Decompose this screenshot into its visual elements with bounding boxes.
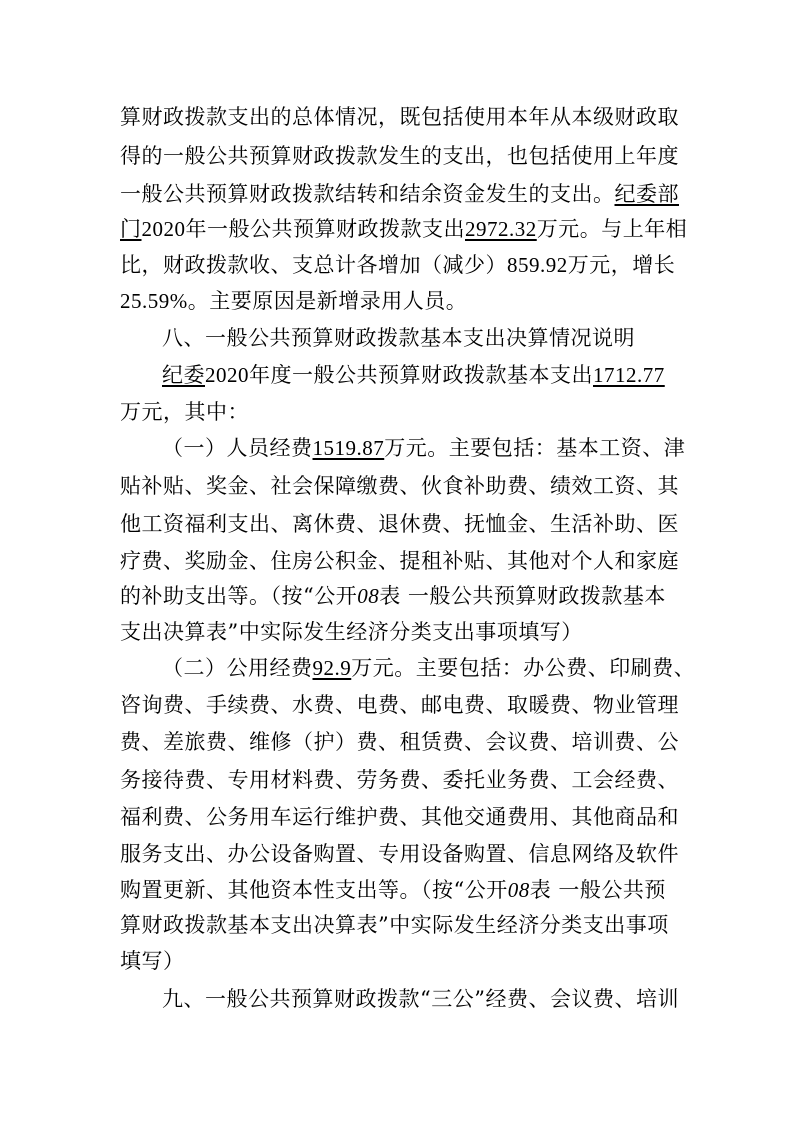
year-value: 2020 xyxy=(141,217,186,241)
personnel-expense-value: 1519.87 xyxy=(312,436,385,460)
text-segment: 疗费、奖励金、住房公积金、提租补贴、其他对个人和家庭 xyxy=(120,549,679,573)
paragraph-line xyxy=(120,285,684,317)
public-expense-value: 92.9 xyxy=(312,656,352,680)
text-segment: 万元。主要包括：基本工资、津 xyxy=(384,436,686,460)
text-segment: 咨询费、手续费、水费、电费、邮电费、取暖费、物业管理 xyxy=(120,693,679,717)
text-segment: 表 一般公共预 xyxy=(529,878,666,902)
text-segment: ”中实际发生经济分类支出事项填写） xyxy=(227,620,583,644)
paragraph-line xyxy=(120,801,684,833)
paragraph-line xyxy=(120,838,684,870)
heading-text: 九、一般公共预算财政拨款 xyxy=(162,987,420,1011)
basic-expenditure-value: 1712.77 xyxy=(593,363,665,387)
paragraph-line xyxy=(120,945,684,977)
text-segment: 他工资福利支出、离休费、退休费、抚恤金、生活补助、医 xyxy=(120,512,679,536)
paragraph-line xyxy=(120,545,684,577)
paragraph-line xyxy=(120,726,684,758)
section-heading-9 xyxy=(162,983,684,1015)
heading-text: “三公” xyxy=(420,987,486,1011)
paragraph-line xyxy=(120,213,688,245)
paragraph-line xyxy=(120,580,684,612)
department-name-underlined: 纪委 xyxy=(162,363,205,387)
text-segment: 填写） xyxy=(120,949,185,973)
paragraph-line xyxy=(120,140,684,172)
heading-text: 八、一般公共预算财政拨款基本支出决算情况说明 xyxy=(162,326,635,350)
change-amount-value: 859.92 xyxy=(507,253,568,277)
text-segment: 购置更新、其他资本性支出等。（按 xyxy=(120,878,454,902)
paragraph-line xyxy=(120,764,684,796)
paragraph-line xyxy=(120,689,684,721)
text-segment: 服务支出、办公设备购置、专用设备购置、信息网络及软件 xyxy=(120,842,679,866)
text-segment: 福利费、公务用车运行维护费、其他交通费用、其他商品和 xyxy=(120,805,679,829)
text-segment: 务接待费、专用材料费、劳务费、委托业务费、工会经费、 xyxy=(120,768,679,792)
text-segment: 费、差旅费、维修（护）费、租赁费、会议费、培训费、公 xyxy=(120,730,679,754)
text-segment: 得的一般公共预算财政拨款发生的支出，也包括使用上年度 xyxy=(120,144,679,168)
paragraph-line xyxy=(162,432,684,464)
text-segment: 万元，增长 xyxy=(567,253,676,277)
text-segment: “公开 xyxy=(303,584,358,608)
text-segment: 的补助支出等。（按 xyxy=(120,584,303,608)
text-segment: 年一般公共预算财政拨款支出 xyxy=(185,217,465,241)
paragraph-line xyxy=(120,101,684,133)
department-name-underlined: 纪委部 xyxy=(614,182,679,206)
section-heading-8 xyxy=(162,322,684,354)
text-segment: ”中实际发生经济分类支出事项 xyxy=(378,913,669,937)
text-segment: 算财政拨款基本支出决算表 xyxy=(120,913,378,937)
paragraph-line xyxy=(162,359,684,391)
text-segment: “公开 xyxy=(453,878,508,902)
paragraph-line xyxy=(120,470,684,502)
paragraph-line xyxy=(120,909,684,941)
text-segment: （一）人员经费 xyxy=(162,436,313,460)
paragraph-line xyxy=(120,508,684,540)
paragraph-line xyxy=(120,874,684,906)
heading-text: 经费、会议费、培训 xyxy=(485,987,679,1011)
year-value: 2020 xyxy=(205,363,249,387)
text-segment: 表 一般公共预算财政拨款基本 xyxy=(379,584,666,608)
growth-rate-value: 25.59% xyxy=(120,289,188,313)
paragraph-line xyxy=(120,396,684,428)
paragraph-line xyxy=(162,652,696,684)
text-segment: 贴补贴、奖金、社会保障缴费、伙食补助费、绩效工资、其 xyxy=(120,474,679,498)
total-expenditure-value: 2972.32 xyxy=(465,217,537,241)
text-segment: 支出决算表 xyxy=(120,620,228,644)
text-segment: 年度一般公共预算财政拨款基本支出 xyxy=(249,363,593,387)
department-name-underlined: 门 xyxy=(120,217,142,241)
text-segment: 一般公共预算财政拨款结转和结余资金发生的支出。 xyxy=(120,182,615,206)
paragraph-line xyxy=(120,249,684,281)
table-number: 08 xyxy=(507,878,530,902)
paragraph-line xyxy=(120,616,684,648)
text-segment: 算财政拨款支出的总体情况，既包括使用本年从本级财政取 xyxy=(120,105,679,129)
text-segment: 。主要原因是新增录用人员。 xyxy=(187,289,468,313)
text-segment: （二）公用经费 xyxy=(162,656,313,680)
text-segment: 万元。与上年相 xyxy=(536,217,688,241)
text-segment: 比，财政拨款收、支总计各增加（减少） xyxy=(120,253,507,277)
text-segment: 万元，其中： xyxy=(120,400,249,424)
paragraph-line xyxy=(120,178,684,210)
text-segment: 万元。主要包括：办公费、印刷费、 xyxy=(351,656,696,680)
table-number: 08 xyxy=(357,584,380,608)
